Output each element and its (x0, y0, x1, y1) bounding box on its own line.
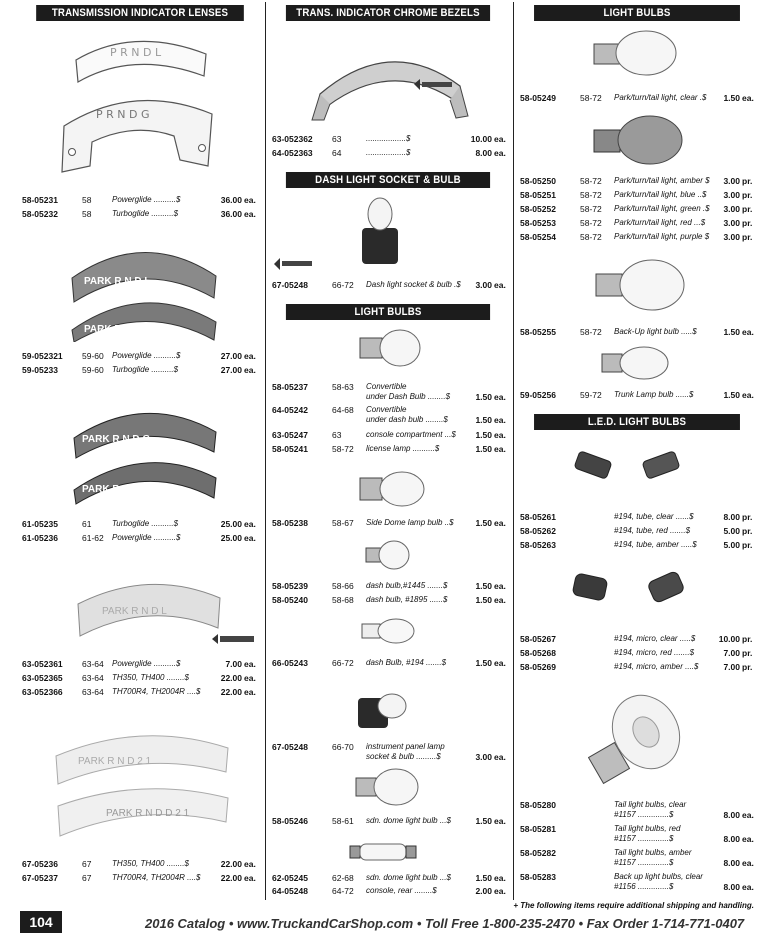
bezels-and-bulbs-column (268, 0, 508, 900)
year-range: 58-66 (332, 581, 354, 591)
chrome-bezel-image (310, 24, 470, 124)
price: 1.50 (475, 581, 492, 591)
section-header: L.E.D. LIGHT BULBS (534, 414, 740, 430)
lens-label: PARK R N D G (82, 434, 151, 445)
description: Tail light bulbs, clear (614, 800, 687, 809)
unit: pr. (742, 218, 753, 228)
price: 1.50 (475, 444, 492, 454)
unit: ea. (494, 430, 506, 440)
description: sdn. dome light bulb ...$ (366, 873, 451, 882)
unit: ea. (494, 886, 506, 896)
part-number: 58-05238 (272, 518, 308, 528)
year-range: 61-62 (82, 533, 104, 543)
description: #1157 ..............$ (614, 810, 674, 819)
year-range: 61 (82, 519, 92, 529)
price: 1.50 (475, 658, 492, 668)
part-number: 58-05255 (520, 327, 556, 337)
price: 1.50 (475, 595, 492, 605)
lens-image-61 (70, 398, 220, 506)
year-range: 63-64 (82, 673, 104, 683)
part-number: 61-05235 (22, 519, 58, 529)
price: 27.00 (220, 351, 242, 361)
lens-label: PARK R N D L (102, 606, 167, 617)
description: TH350, TH400 ........$ (112, 673, 189, 682)
unit: pr. (742, 634, 753, 644)
bulb-image (590, 28, 680, 78)
year-range: 63 (332, 430, 342, 440)
description: #194, tube, amber .....$ (614, 540, 697, 549)
dash-socket-image (272, 192, 472, 276)
shipping-note: + The following items require additional shipping and handling. (513, 901, 754, 910)
price: 3.00 (723, 218, 740, 228)
price: 1.50 (723, 390, 740, 400)
bulb-image (356, 326, 426, 370)
unit: pr. (742, 526, 753, 536)
part-number: 59-05256 (520, 390, 556, 400)
bulb-image (360, 616, 416, 646)
price: 5.00 (723, 526, 740, 536)
year-range: 66-72 (332, 280, 354, 290)
description: #194, tube, red .......$ (614, 526, 691, 535)
unit: ea. (244, 873, 256, 883)
unit: ea. (494, 658, 506, 668)
year-range: 58-68 (332, 595, 354, 605)
description: socket & bulb .........$ (366, 752, 441, 761)
part-number: 64-05242 (272, 405, 308, 415)
unit: ea. (244, 209, 256, 219)
description: Powerglide ..........$ (112, 195, 181, 204)
year-range: 58-72 (580, 232, 602, 242)
part-number: 63-052362 (272, 134, 313, 144)
price: 3.00 (723, 232, 740, 242)
unit: ea. (244, 673, 256, 683)
led-micro-image (564, 570, 698, 616)
part-number: 67-05236 (22, 859, 58, 869)
year-range: 59-60 (82, 365, 104, 375)
price: 36.00 (220, 209, 242, 219)
unit: ea. (494, 148, 506, 158)
unit: ea. (494, 752, 506, 762)
description: #1157 ..............$ (614, 858, 674, 867)
column-divider (265, 2, 266, 900)
part-number: 58-05240 (272, 595, 308, 605)
part-number: 58-05261 (520, 512, 556, 522)
description: license lamp ..........$ (366, 444, 440, 453)
lens-image-59 (64, 232, 224, 342)
part-number: 58-05249 (520, 93, 556, 103)
price: 10.00 (470, 134, 492, 144)
year-range: 63 (332, 134, 342, 144)
part-number: 67-05237 (22, 873, 58, 883)
lens-label: P R N D G (96, 108, 150, 121)
part-number: 67-05248 (272, 280, 308, 290)
year-range: 58-72 (332, 444, 354, 454)
description: Turboglide ..........$ (112, 519, 179, 528)
part-number: 58-05251 (520, 190, 556, 200)
part-number: 63-05247 (272, 430, 308, 440)
description: Side Dome lamp bulb ..$ (366, 518, 454, 527)
unit: ea. (494, 392, 506, 402)
year-range: 58 (82, 195, 92, 205)
description: #1157 ..............$ (614, 834, 674, 843)
panel-socket-image (352, 684, 412, 734)
bulb-image (598, 344, 672, 382)
description: Back up light bulbs, clear (614, 872, 703, 881)
price: 8.00 (723, 512, 740, 522)
description: #194, micro, red .......$ (614, 648, 695, 657)
section-header: LIGHT BULBS (286, 304, 490, 320)
description: #1156 ..............$ (614, 882, 674, 891)
unit: ea. (244, 687, 256, 697)
year-range: 66-72 (332, 658, 354, 668)
part-number: 58-05246 (272, 816, 308, 826)
description: Turboglide ..........$ (112, 365, 179, 374)
lens-label: P R N D L (110, 46, 162, 59)
description: Back-Up light bulb .....$ (614, 327, 697, 336)
description: ..................$ (366, 134, 411, 143)
unit: ea. (742, 882, 754, 892)
price: 3.00 (475, 752, 492, 762)
price: 1.50 (475, 518, 492, 528)
lens-label: PARK R N D D 2 1 (106, 808, 190, 819)
unit: ea. (494, 595, 506, 605)
year-range: 58 (82, 209, 92, 219)
column-divider (513, 2, 514, 900)
lens-label: PARK R N D L (82, 484, 149, 495)
catalog-contact-line: 2016 Catalog • www.TruckandCarShop.com • Toll Free 1-800-235-2470 • Fax Order 1-714-771-0407 (145, 916, 745, 931)
unit: ea. (494, 518, 506, 528)
part-number: 58-05237 (272, 382, 308, 392)
page-number: 104 (20, 911, 62, 933)
lens-label: PARK R N D G (84, 324, 153, 335)
part-number: 58-05262 (520, 526, 556, 536)
year-range: 58-72 (580, 218, 602, 228)
unit: ea. (494, 873, 506, 883)
unit: pr. (742, 176, 753, 186)
lens-image-67 (52, 726, 234, 846)
part-number: 58-05241 (272, 444, 308, 454)
price: 36.00 (220, 195, 242, 205)
part-number: 62-05245 (272, 873, 308, 883)
year-range: 63-64 (82, 687, 104, 697)
price: 25.00 (220, 533, 242, 543)
description: Powerglide ..........$ (112, 533, 181, 542)
year-range: 58-72 (580, 327, 602, 337)
part-number: 58-05232 (22, 209, 58, 219)
unit: pr. (742, 662, 753, 672)
part-number: 58-05253 (520, 218, 556, 228)
section-header: DASH LIGHT SOCKET & BULB (286, 172, 490, 188)
price: 27.00 (220, 365, 242, 375)
unit: pr. (742, 648, 753, 658)
part-number: 58-05252 (520, 204, 556, 214)
year-range: 58-72 (580, 176, 602, 186)
description: Tail light bulbs, red (614, 824, 681, 833)
description: Convertible (366, 405, 407, 414)
description: dash bulb, #1895 ......$ (366, 595, 448, 604)
description: dash bulb,#1445 .......$ (366, 581, 448, 590)
part-number: 64-05248 (272, 886, 308, 896)
description: Park/turn/tail light, blue ..$ (614, 190, 707, 199)
description: Turboglide ..........$ (112, 209, 179, 218)
price: 10.00 (718, 634, 740, 644)
year-range: 64-72 (332, 886, 354, 896)
lens-image-58 (56, 26, 216, 176)
description: #194, micro, amber ....$ (614, 662, 699, 671)
unit: pr. (742, 190, 753, 200)
bulb-image (364, 538, 412, 572)
unit: ea. (494, 415, 506, 425)
part-number: 58-05231 (22, 195, 58, 205)
bulb-image (352, 766, 424, 808)
price: 22.00 (220, 687, 242, 697)
year-range: 59-60 (82, 351, 104, 361)
year-range: 58-61 (332, 816, 354, 826)
description: console, rear ........$ (366, 886, 437, 895)
bulb-image (592, 256, 688, 314)
price: 1.50 (723, 327, 740, 337)
description: #194, tube, clear ......$ (614, 512, 694, 521)
price: 2.00 (475, 886, 492, 896)
price: 1.50 (475, 392, 492, 402)
part-number: 58-05254 (520, 232, 556, 242)
year-range: 66-70 (332, 742, 354, 752)
unit: ea. (742, 834, 754, 844)
description: Park/turn/tail light, red ...$ (614, 218, 706, 227)
description: under dash bulb ........$ (366, 415, 448, 424)
part-number: 59-05233 (22, 365, 58, 375)
part-number: 63-052361 (22, 659, 63, 669)
part-number: 58-05281 (520, 824, 556, 834)
description: TH350, TH400 ........$ (112, 859, 189, 868)
year-range: 63-64 (82, 659, 104, 669)
year-range: 58-72 (580, 190, 602, 200)
unit: pr. (742, 512, 753, 522)
part-number: 64-052363 (272, 148, 313, 158)
year-range: 64 (332, 148, 342, 158)
price: 7.00 (723, 662, 740, 672)
price: 25.00 (220, 519, 242, 529)
unit: ea. (494, 444, 506, 454)
light-bulbs-column (516, 0, 758, 900)
price: 22.00 (220, 859, 242, 869)
lens-label: PARK R N D 2 1 (78, 756, 152, 767)
lens-label: PARK R N D L (84, 276, 151, 287)
description: Tail light bulbs, amber (614, 848, 692, 857)
unit: ea. (742, 93, 754, 103)
part-number: 58-05280 (520, 800, 556, 810)
festoon-bulb-image (348, 840, 418, 864)
year-range: 58-72 (580, 93, 602, 103)
price: 3.00 (723, 176, 740, 186)
price: 3.00 (723, 190, 740, 200)
description: ..................$ (366, 148, 411, 157)
price: 1.50 (475, 873, 492, 883)
description: Park/turn/tail light, green .$ (614, 204, 710, 213)
description: Trunk Lamp bulb ......$ (614, 390, 694, 399)
description: Park/turn/tail light, clear .$ (614, 93, 707, 102)
part-number: 67-05248 (272, 742, 308, 752)
unit: ea. (742, 858, 754, 868)
lens-image-63 (74, 574, 224, 644)
unit: ea. (244, 533, 256, 543)
year-range: 67 (82, 859, 92, 869)
description: Dash light socket & bulb .$ (366, 280, 461, 289)
unit: ea. (494, 134, 506, 144)
price: 22.00 (220, 673, 242, 683)
unit: ea. (244, 859, 256, 869)
part-number: 59-052321 (22, 351, 63, 361)
bulb-image (590, 112, 686, 168)
price: 1.50 (475, 430, 492, 440)
description: Convertible (366, 382, 407, 391)
description: TH700R4, TH2004R ....$ (112, 873, 201, 882)
description: #194, micro, clear .....$ (614, 634, 696, 643)
price: 1.50 (723, 93, 740, 103)
price: 7.00 (225, 659, 242, 669)
unit: pr. (742, 232, 753, 242)
year-range: 64-68 (332, 405, 354, 415)
part-number: 63-052366 (22, 687, 63, 697)
unit: ea. (244, 195, 256, 205)
part-number: 63-052365 (22, 673, 63, 683)
year-range: 58-63 (332, 382, 354, 392)
price: 1.50 (475, 816, 492, 826)
led-tail-bulb-image (588, 690, 688, 790)
section-header: TRANSMISSION INDICATOR LENSES (36, 5, 244, 21)
unit: ea. (244, 519, 256, 529)
price: 3.00 (475, 280, 492, 290)
description: TH700R4, TH2004R ....$ (112, 687, 201, 696)
unit: pr. (742, 540, 753, 550)
price: 8.00 (723, 882, 740, 892)
description: console compartment ...$ (366, 430, 456, 439)
price: 22.00 (220, 873, 242, 883)
unit: ea. (494, 816, 506, 826)
part-number: 58-05239 (272, 581, 308, 591)
bulb-image (356, 468, 428, 510)
brand-logo (210, 632, 256, 646)
description: Powerglide ..........$ (112, 351, 181, 360)
unit: ea. (244, 659, 256, 669)
description: sdn. dome light bulb ...$ (366, 816, 451, 825)
price: 8.00 (723, 858, 740, 868)
year-range: 59-72 (580, 390, 602, 400)
year-range: 58-67 (332, 518, 354, 528)
price: 7.00 (723, 648, 740, 658)
part-number: 58-05268 (520, 648, 556, 658)
unit: ea. (244, 365, 256, 375)
description: Park/turn/tail light, amber $ (614, 176, 710, 185)
year-range: 67 (82, 873, 92, 883)
unit: ea. (742, 327, 754, 337)
part-number: 58-05282 (520, 848, 556, 858)
price: 8.00 (723, 810, 740, 820)
price: 5.00 (723, 540, 740, 550)
description: dash Bulb, #194 .......$ (366, 658, 447, 667)
part-number: 66-05243 (272, 658, 308, 668)
unit: ea. (244, 351, 256, 361)
unit: ea. (494, 280, 506, 290)
section-header: TRANS. INDICATOR CHROME BEZELS (286, 5, 490, 21)
part-number: 58-05263 (520, 540, 556, 550)
description: instrument panel lamp (366, 742, 445, 751)
year-range: 58-72 (580, 204, 602, 214)
part-number: 58-05269 (520, 662, 556, 672)
description: Park/turn/tail light, purple $ (614, 232, 710, 241)
part-number: 58-05283 (520, 872, 556, 882)
part-number: 58-05250 (520, 176, 556, 186)
price: 3.00 (723, 204, 740, 214)
price: 8.00 (723, 834, 740, 844)
description: Powerglide ..........$ (112, 659, 181, 668)
price: 1.50 (475, 415, 492, 425)
description: under Dash Bulb ........$ (366, 392, 451, 401)
unit: pr. (742, 204, 753, 214)
part-number: 58-05267 (520, 634, 556, 644)
unit: ea. (742, 810, 754, 820)
section-header: LIGHT BULBS (534, 5, 740, 21)
part-number: 61-05236 (22, 533, 58, 543)
year-range: 62-68 (332, 873, 354, 883)
price: 8.00 (475, 148, 492, 158)
led-tube-image (572, 448, 692, 496)
unit: ea. (742, 390, 754, 400)
transmission-lenses-column (18, 0, 262, 900)
unit: ea. (494, 581, 506, 591)
